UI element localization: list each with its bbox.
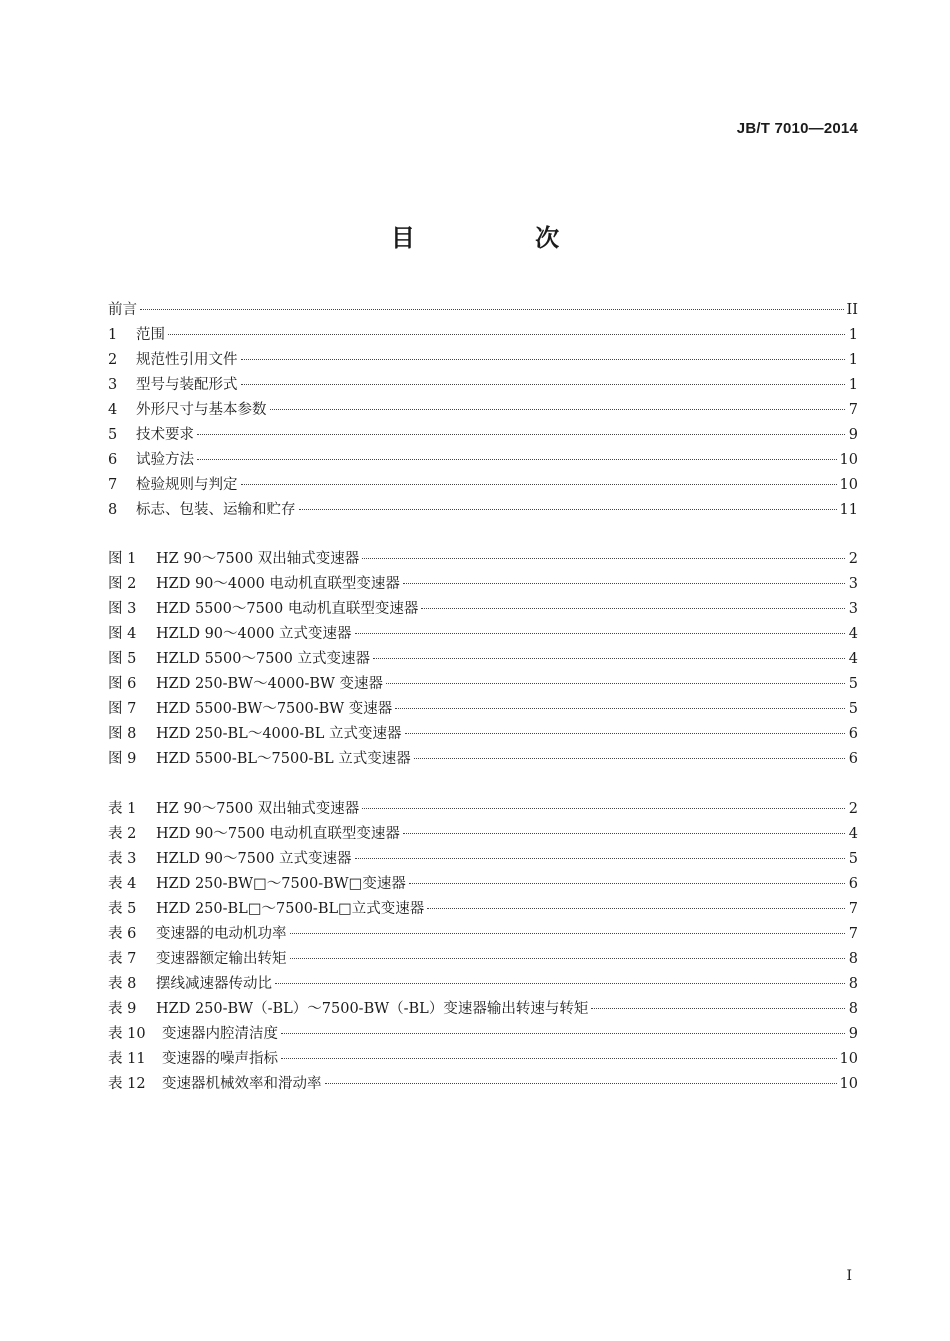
- toc-entry-title: HZLD 90～4000 立式变速器: [156, 626, 352, 642]
- toc-entry-number: 图 3: [108, 601, 137, 617]
- toc-main-list: [108, 298, 858, 523]
- dot-leader: [409, 883, 845, 884]
- toc-entry-page: II: [846, 302, 858, 318]
- dot-leader: [362, 808, 845, 809]
- toc-entry-page: 10: [839, 1076, 858, 1092]
- toc-entry-title: 型号与装配形式: [136, 377, 238, 393]
- toc-entry[interactable]: [108, 547, 858, 572]
- page-number: I: [846, 1268, 852, 1284]
- toc-entry-page: 2: [848, 551, 858, 567]
- dot-leader: [591, 1008, 845, 1009]
- toc-entry[interactable]: [108, 972, 858, 997]
- toc-entry-page: 8: [848, 951, 858, 967]
- toc-entry-page: 1: [848, 377, 858, 393]
- toc-entry-page: 2: [848, 801, 858, 817]
- toc-entry-title: 范围: [136, 327, 165, 343]
- toc-entry-title: 变速器额定输出转矩: [156, 951, 287, 967]
- toc-entry-title: 规范性引用文件: [136, 352, 238, 368]
- toc-entry[interactable]: [108, 847, 858, 872]
- toc-entry[interactable]: [108, 822, 858, 847]
- toc-entry-page: 3: [848, 601, 858, 617]
- toc-entry-number: 图 8: [108, 726, 137, 742]
- dot-leader: [281, 1058, 837, 1059]
- toc-entry-title: HZD 5500～7500 电动机直联型变速器: [156, 601, 419, 617]
- toc-title: 目 次: [390, 224, 616, 252]
- dot-leader: [197, 434, 845, 435]
- toc-entry-page: 4: [848, 826, 858, 842]
- toc-entry-number: 表 5: [108, 901, 137, 917]
- toc-entry-title: 变速器机械效率和滑动率: [162, 1076, 322, 1092]
- toc-entry-title: 前言: [108, 302, 137, 318]
- toc-entry-number: 图 7: [108, 701, 137, 717]
- dot-leader: [403, 833, 845, 834]
- toc-entry-title: 标志、包装、运输和贮存: [136, 502, 296, 518]
- toc-entry-page: 9: [848, 427, 858, 443]
- toc-entry-title: HZD 5500-BL～7500-BL 立式变速器: [156, 751, 411, 767]
- dot-leader: [362, 558, 845, 559]
- toc-entry-number: 3: [108, 377, 118, 393]
- dot-leader: [275, 983, 845, 984]
- dot-leader: [299, 509, 837, 510]
- toc-entry-title: HZ 90～7500 双出轴式变速器: [156, 551, 360, 567]
- toc-entry-number: 表 6: [108, 926, 137, 942]
- toc-entry-number: 4: [108, 402, 118, 418]
- toc-entry-page: 11: [839, 502, 858, 518]
- toc-entry-page: 4: [848, 651, 858, 667]
- toc-entry-page: 3: [848, 576, 858, 592]
- toc-entry[interactable]: [108, 398, 858, 423]
- toc-entry-number: 图 1: [108, 551, 137, 567]
- toc-entry[interactable]: [108, 298, 858, 323]
- dot-leader: [140, 309, 844, 310]
- toc-entry[interactable]: [108, 597, 858, 622]
- dot-leader: [355, 633, 845, 634]
- toc-entry-page: 7: [848, 402, 858, 418]
- toc-entry-title: HZD 5500-BW～7500-BW 变速器: [156, 701, 393, 717]
- toc-entry[interactable]: [108, 997, 858, 1022]
- toc-entry[interactable]: [108, 448, 858, 473]
- dot-leader: [290, 933, 846, 934]
- toc-entry-page: 1: [848, 352, 858, 368]
- toc-entry[interactable]: [108, 722, 858, 747]
- toc-table-list: [108, 797, 858, 1097]
- toc-entry-page: 10: [839, 477, 858, 493]
- toc-entry-number: 表 3: [108, 851, 137, 867]
- toc-entry-number: 表 4: [108, 876, 137, 892]
- toc-entry[interactable]: [108, 647, 858, 672]
- toc-entry-page: 8: [848, 976, 858, 992]
- toc-entry[interactable]: [108, 323, 858, 348]
- toc-entry-number: 表 10: [108, 1026, 146, 1042]
- toc-entry[interactable]: [108, 797, 858, 822]
- dot-leader: [427, 908, 845, 909]
- dot-leader: [373, 658, 845, 659]
- toc-entry-number: 8: [108, 502, 118, 518]
- toc-entry-title: HZD 250-BW□～7500-BW□变速器: [156, 876, 406, 892]
- toc-entry-page: 4: [848, 626, 858, 642]
- toc-entry-number: 7: [108, 477, 118, 493]
- toc-entry[interactable]: [108, 423, 858, 448]
- toc-entry-page: 1: [848, 327, 858, 343]
- toc-entry-page: 8: [848, 1001, 858, 1017]
- toc-entry-number: 图 5: [108, 651, 137, 667]
- standard-code: JB/T 7010—2014: [736, 120, 858, 137]
- toc-entry[interactable]: [108, 1072, 858, 1097]
- toc-entry-title: 技术要求: [136, 427, 194, 443]
- toc-entry-number: 表 9: [108, 1001, 137, 1017]
- toc-entry[interactable]: [108, 897, 858, 922]
- toc-entry-title: HZ 90～7500 双出轴式变速器: [156, 801, 360, 817]
- toc-entry[interactable]: [108, 747, 858, 772]
- toc-entry-number: 表 1: [108, 801, 137, 817]
- dot-leader: [270, 409, 846, 410]
- toc-entry-page: 6: [848, 751, 858, 767]
- toc-entry-title: HZD 90～7500 电动机直联型变速器: [156, 826, 400, 842]
- toc-entry-title: HZD 250-BL～4000-BL 立式变速器: [156, 726, 402, 742]
- dot-leader: [290, 958, 846, 959]
- dot-leader: [386, 683, 845, 684]
- toc-entry[interactable]: [108, 473, 858, 498]
- toc-entry-title: 变速器内腔清洁度: [162, 1026, 278, 1042]
- toc-entry-number: 1: [108, 327, 118, 343]
- toc-entry-title: 变速器的电动机功率: [156, 926, 287, 942]
- toc-entry-title: 摆线减速器传动比: [156, 976, 272, 992]
- dot-leader: [325, 1083, 837, 1084]
- toc-entry[interactable]: [108, 348, 858, 373]
- toc-figure-list: [108, 547, 858, 772]
- toc-entry-number: 图 4: [108, 626, 137, 642]
- toc-entry-title: 外形尺寸与基本参数: [136, 402, 267, 418]
- toc-entry-page: 6: [848, 726, 858, 742]
- toc-entry-title: 变速器的噪声指标: [162, 1051, 278, 1067]
- toc-entry-page: 10: [839, 1051, 858, 1067]
- toc-entry[interactable]: [108, 947, 858, 972]
- toc-entry-number: 表 2: [108, 826, 137, 842]
- dot-leader: [405, 733, 845, 734]
- toc-entry-title: HZD 250-BL□～7500-BL□立式变速器: [156, 901, 425, 917]
- toc-entry-page: 9: [848, 1026, 858, 1042]
- dot-leader: [281, 1033, 845, 1034]
- dot-leader: [403, 583, 845, 584]
- toc-entry-page: 7: [848, 926, 858, 942]
- dot-leader: [197, 459, 837, 460]
- toc-entry[interactable]: [108, 697, 858, 722]
- toc-entry-page: 5: [848, 701, 858, 717]
- toc-entry-number: 图 2: [108, 576, 137, 592]
- toc-entry[interactable]: [108, 498, 858, 523]
- toc-entry[interactable]: [108, 1047, 858, 1072]
- toc-entry-title: HZD 90～4000 电动机直联型变速器: [156, 576, 400, 592]
- toc-entry-page: 10: [839, 452, 858, 468]
- toc-entry-title: HZD 250-BW（-BL）～7500-BW（-BL）变速器输出转速与转矩: [156, 1001, 589, 1017]
- toc-entry-number: 表 7: [108, 951, 137, 967]
- toc-entry-title: HZD 250-BW～4000-BW 变速器: [156, 676, 384, 692]
- toc-entry[interactable]: [108, 572, 858, 597]
- toc-entry-title: 试验方法: [136, 452, 194, 468]
- toc-entry-page: 5: [848, 851, 858, 867]
- toc-entry-title: 检验规则与判定: [136, 477, 238, 493]
- toc-entry[interactable]: [108, 872, 858, 897]
- toc-entry[interactable]: [108, 373, 858, 398]
- toc-entry-page: 7: [848, 901, 858, 917]
- dot-leader: [241, 484, 837, 485]
- dot-leader: [395, 708, 845, 709]
- toc-entry-number: 2: [108, 352, 118, 368]
- toc-entry[interactable]: [108, 672, 858, 697]
- toc-entry[interactable]: [108, 622, 858, 647]
- toc-entry-title: HZLD 5500～7500 立式变速器: [156, 651, 370, 667]
- dot-leader: [355, 858, 845, 859]
- toc-entry-number: 表 11: [108, 1051, 146, 1067]
- toc-entry-number: 表 8: [108, 976, 137, 992]
- toc-entry-page: 5: [848, 676, 858, 692]
- dot-leader: [421, 608, 845, 609]
- dot-leader: [241, 359, 846, 360]
- toc-entry-number: 图 9: [108, 751, 137, 767]
- toc-entry-number: 表 12: [108, 1076, 146, 1092]
- toc-entry-number: 6: [108, 452, 118, 468]
- toc-entry[interactable]: [108, 922, 858, 947]
- toc-entry[interactable]: [108, 1022, 858, 1047]
- toc-entry-title: HZLD 90～7500 立式变速器: [156, 851, 352, 867]
- toc-entry-number: 图 6: [108, 676, 137, 692]
- toc-entry-page: 6: [848, 876, 858, 892]
- dot-leader: [241, 384, 846, 385]
- dot-leader: [168, 334, 845, 335]
- toc-entry-number: 5: [108, 427, 118, 443]
- dot-leader: [414, 758, 845, 759]
